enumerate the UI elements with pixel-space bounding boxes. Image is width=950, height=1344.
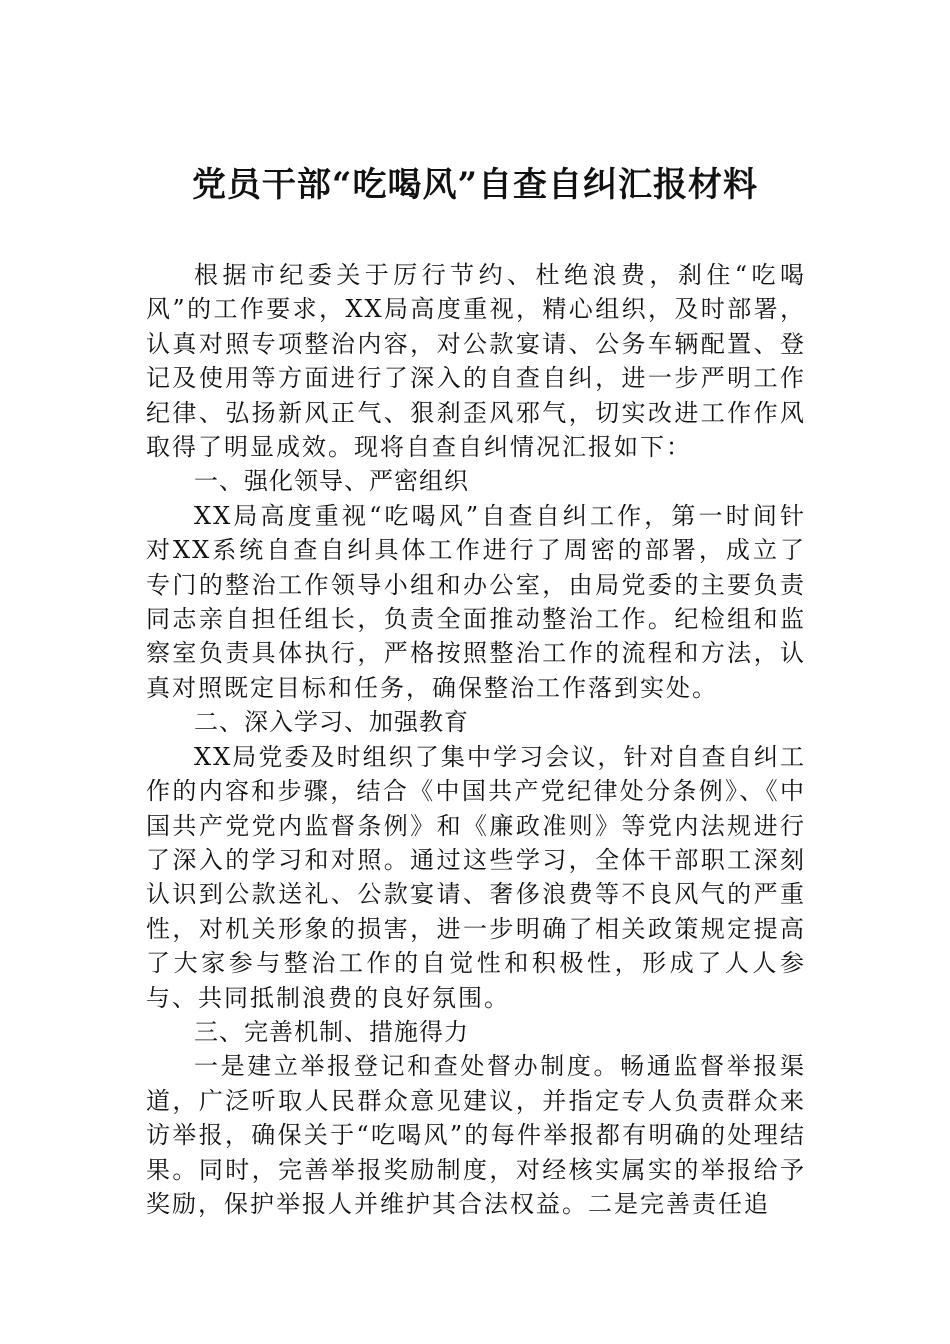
section-2-paragraph: XX局党委及时组织了集中学习会议，针对自查自纠工作的内容和步骤，结合《中国共产党纪律处分条例》、《中国共产党党内监督条例》和《廉政准则》等党内法规进行了深入的学习和对照。通过这些学习，全体干部职工深刻认识到公款送礼、公款宴请、奢侈浪费等不良风气的严重性，对机关形象的损害，进一步明确了相关政策规定提高了大家参与整治工作的自觉性和积极性，形成了人人参与、共同抵制浪费的良好氛围。 [146, 742, 806, 1012]
document-title: 党员干部“吃喝风”自查自纠汇报材料 [191, 165, 759, 205]
intro-paragraph: 根据市纪委关于厉行节约、杜绝浪费，刹住“吃喝风”的工作要求，XX局高度重视，精心组织，及时部署，认真对照专项整治内容，对公款宴请、公务车辆配置、登记及使用等方面进行了深入的自查自纠，进一步严明工作纪律、弘扬新风正气、狠刹歪风邪气，切实改进工作作风取得了明显成效。现将自查自纠情况汇报如下： [146, 261, 806, 462]
section-3-heading: 三、完善机制、措施得力 [194, 1017, 469, 1046]
section-2-heading: 二、深入学习、加强教育 [194, 708, 469, 737]
section-1-heading: 一、强化领导、严密组织 [194, 467, 469, 496]
section-1-paragraph: XX局高度重视“吃喝风”自查自纠工作，第一时间针对XX系统自查自纠具体工作进行了周密的部署，成立了专门的整治工作领导小组和办公室，由局党委的主要负责同志亲自担任组长，负责全面推动整治工作。纪检组和监察室负责具体执行，严格按照整治工作的流程和方法，认真对照既定目标和任务，确保整治工作落到实处。 [146, 501, 806, 702]
document-body [146, 258, 806, 1221]
section-3-paragraph: 一是建立举报登记和查处督办制度。畅通监督举报渠道，广泛听取人民群众意见建议，并指定专人负责群众来访举报，确保关于“吃喝风”的每件举报都有明确的处理结果。同时，完善举报奖励制度，对经核实属实的举报给予奖励，保护举报人并维护其合法权益。二是完善责任追 [146, 1052, 806, 1218]
